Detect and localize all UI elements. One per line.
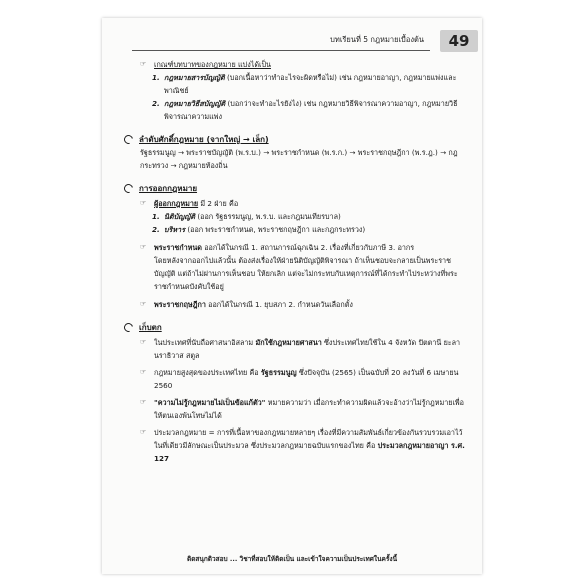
section-extras xyxy=(124,321,469,465)
paragraph: โดยหลังจากออกไปแล้วนั้น ต้องส่งเรื่องให้ฝ่ายนิติบัญญัติพิจารณา ถ้าเห็นชอบจะกลายเป็นพระราชบัญญัติ แต่ถ้าไม่ผ่านการเห็นชอบ ให้ยกเลิก แต่จะไม่กระทบกับเหตุการณ์ที่ได้กระทำไประหว่างที่พระราชกำหนดบังคับใช้อยู่ xyxy=(154,256,458,291)
header-rule xyxy=(132,50,430,51)
pointing-hand-icon: ☞ xyxy=(140,243,147,251)
section-law-hierarchy xyxy=(124,133,469,172)
circle-bullet-icon xyxy=(122,133,134,145)
list-item-text: กฎหมายสูงสุดของประเทศไทย คือ รัฐธรรมนูญ ซึ่งปัจจุบัน (2565) เป็นฉบับที่ 20 ลงวันที่ 6 เมษายน 2560 xyxy=(154,368,459,390)
section-heading xyxy=(124,321,469,334)
list-item xyxy=(140,298,469,311)
numbered-item xyxy=(152,210,469,223)
list-item-text: ในประเทศที่นับถือศาสนาอิสลาม มักใช้กฎหมายศาสนา ซึ่งประเทศไทยใช้ใน 4 จังหวัด ปัตตานี ยะลา นราธิวาส สตูล xyxy=(154,338,461,360)
chapter-title: บทเรียนที่ 5 กฎหมายเบื้องต้น xyxy=(330,35,424,44)
list-item xyxy=(140,241,469,254)
numbered-item xyxy=(152,97,469,123)
section-title: ลำดับศักดิ์กฎหมาย (จากใหญ่ → เล็ก) xyxy=(139,135,269,144)
page-number: 49 xyxy=(440,30,478,52)
section-legislation xyxy=(124,182,469,311)
page-footer: ติดสนุกติวสอบ ... วิชาที่สอบให้ติดเป็น และเข้าใจความเป็นประเทศในครั้งนี้ xyxy=(186,555,398,563)
numbered-item-text: กฎหมายสารบัญญัติ (บอกเนื้อหาว่าทำอะไรจะผิดหรือไม่) เช่น กฎหมายอาญา, กฎหมายแพ่งและพาณิชย์ xyxy=(164,73,457,95)
circle-bullet-icon xyxy=(122,321,134,333)
pointing-hand-icon: ☞ xyxy=(140,60,147,68)
list-item xyxy=(140,426,469,465)
list-item xyxy=(140,336,469,362)
numbered-item-text: บริหาร (ออก พระราชกำหนด, พระราชกฤษฎีกา และกฎกระทรวง) xyxy=(164,225,366,234)
section-title: การออกกฎหมาย xyxy=(139,184,198,193)
list-item xyxy=(140,366,469,392)
list-item xyxy=(140,58,469,71)
page-header xyxy=(102,28,482,52)
pointing-hand-icon: ☞ xyxy=(140,199,147,207)
list-item xyxy=(140,396,469,422)
hierarchy-text: รัฐธรรมนูญ → พระราชบัญญัติ (พ.ร.บ.) → พระราชกำหนด (พ.ร.ก.) → พระราชกฤษฎีกา (พ.ร.ฎ.) → กฎกระทรวง → กฎหมายท้องถิ่น xyxy=(140,148,458,170)
numbered-item xyxy=(152,71,469,97)
list-item-text: ผู้ออกกฎหมาย มี 2 ฝ่าย คือ xyxy=(154,199,239,208)
pointing-hand-icon: ☞ xyxy=(140,368,147,376)
item-number: 2. xyxy=(152,225,160,234)
section-heading xyxy=(124,182,469,195)
list-item-text: เกณฑ์บทบาทของกฎหมาย แบ่งได้เป็น xyxy=(154,60,271,69)
list-item-text: พระราชกำหนด ออกได้ในกรณี 1. สถานการณ์ฉุกเฉิน 2. เรื่องที่เกี่ยวกับภาษี 3. อากร xyxy=(154,243,415,252)
numbered-item xyxy=(152,223,469,236)
section-heading xyxy=(124,133,469,146)
item-number: 2. xyxy=(152,99,160,108)
section-law-roles xyxy=(124,58,469,123)
numbered-item-text: กฎหมายวิธีสบัญญัติ (บอกว่าจะทำอะไรยังไง) เช่น กฎหมายวิธีพิจารณาความอาญา, กฎหมายวิธีพิจารณาความแพ่ง xyxy=(164,99,458,121)
document-page xyxy=(102,18,482,574)
list-item-text: ประมวลกฎหมาย = การที่เนื้อหาของกฎหมายหลายๆ เรื่องที่มีความสัมพันธ์เกี่ยวข้องกันรวบรวมเอาไว้ในที่เดียวมีลักษณะเป็นประมวล ซึ่งประมวลกฎหมายฉบับแรกของไทย คือ ประมวลกฎหมายอาญา ร.ศ. 127 xyxy=(154,428,465,463)
page-content xyxy=(124,56,469,465)
item-number: 1. xyxy=(152,212,160,221)
section-title: เก็บตก xyxy=(139,323,162,332)
numbered-item-text: นิติบัญญัติ (ออก รัฐธรรมนูญ, พ.ร.บ. และกฎมนเทียรบาล) xyxy=(164,212,341,221)
pointing-hand-icon: ☞ xyxy=(140,338,147,346)
list-item-text: พระราชกฤษฎีกา ออกได้ในกรณี 1. ยุบสภา 2. กำหนดวันเลือกตั้ง xyxy=(154,300,353,309)
pointing-hand-icon: ☞ xyxy=(140,300,147,308)
item-number: 1. xyxy=(152,73,160,82)
list-item xyxy=(140,197,469,210)
circle-bullet-icon xyxy=(122,182,134,194)
pointing-hand-icon: ☞ xyxy=(140,428,147,436)
list-item-text: "ความไม่รู้กฎหมายไม่เป็นข้อแก้ตัว" หมายความว่า เมื่อกระทำความผิดแล้วจะอ้างว่าไม่รู้กฎหมายเพื่อให้ตนเองพ้นโทษไม่ได้ xyxy=(154,398,464,420)
pointing-hand-icon: ☞ xyxy=(140,398,147,406)
